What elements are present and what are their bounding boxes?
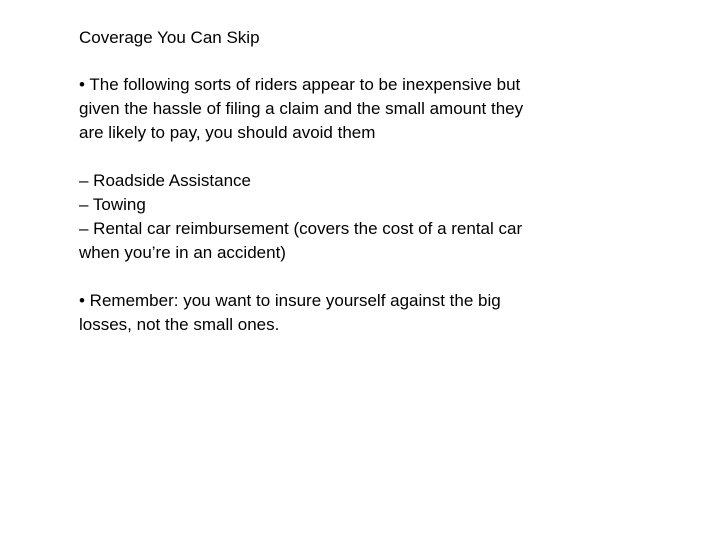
spacer (79, 145, 549, 169)
rider-item-rental-car: – Rental car reimbursement (covers the cost of a rental car when you’re in an accident) (79, 219, 523, 262)
spacer (79, 265, 549, 289)
slide-title: Coverage You Can Skip (79, 28, 260, 47)
spacer (79, 50, 549, 73)
slide-content (79, 26, 549, 337)
rider-list (79, 169, 549, 265)
bullet-riders-to-avoid: • The following sorts of riders appear to be inexpensive but given the hassle of filing a claim and the small amount they are likely to pay, you should avoid them (79, 75, 524, 142)
rider-item-towing: – Towing (79, 195, 146, 214)
rider-item-roadside: – Roadside Assistance (79, 171, 251, 190)
bullet-remember: • Remember: you want to insure yourself against the big losses, not the small ones. (79, 291, 501, 334)
